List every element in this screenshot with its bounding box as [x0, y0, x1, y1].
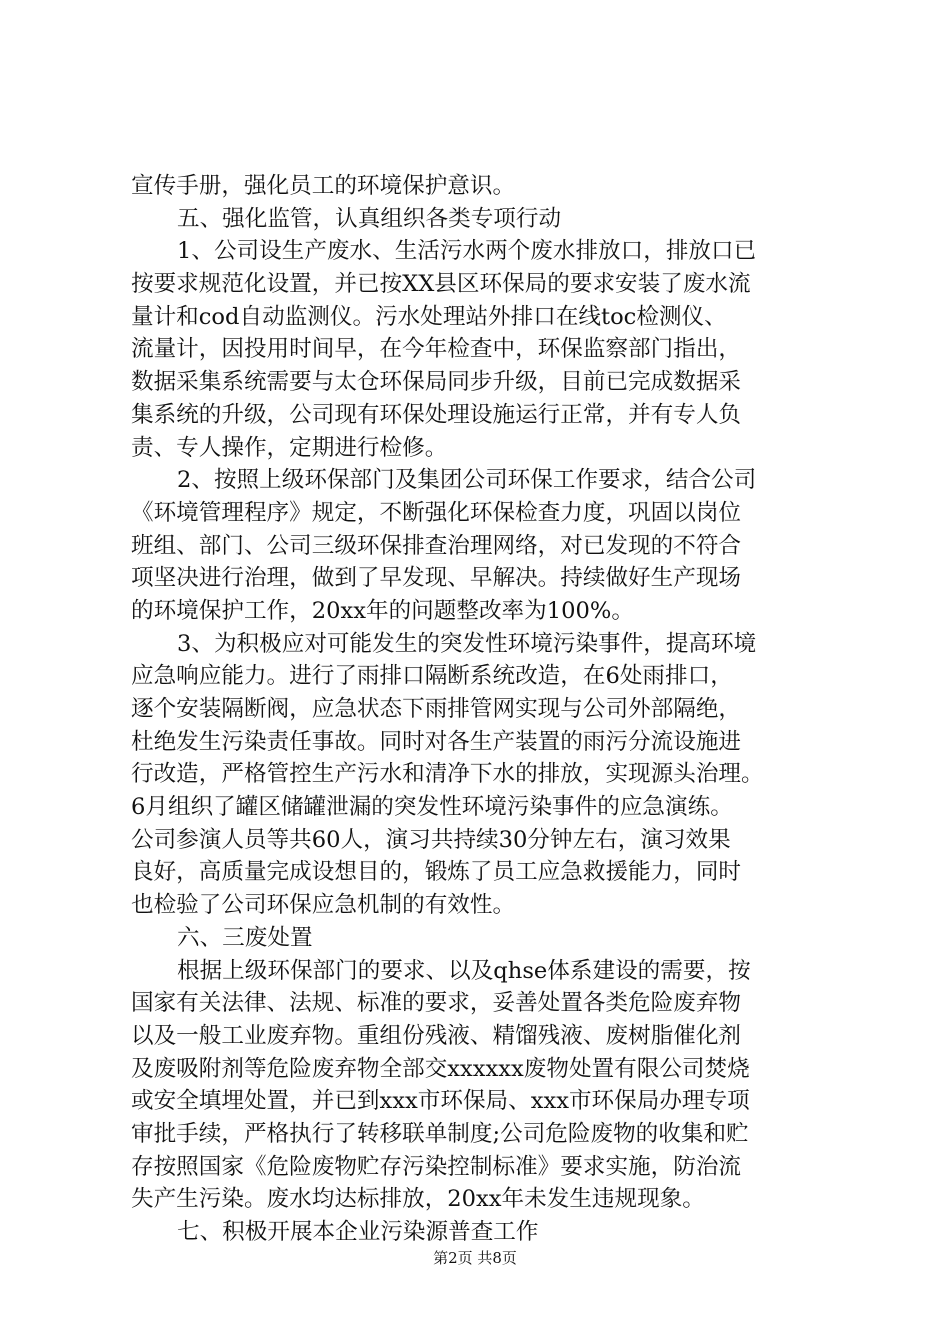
text-line: 公司参演人员等共60人，演习共持续30分钟左右，演习效果 — [131, 826, 731, 853]
text-line: 杜绝发生污染责任事故。同时对各生产装置的雨污分流设施进 — [131, 728, 742, 755]
section-heading: 七、积极开展本企业污染源普查工作 — [177, 1219, 539, 1245]
text-line: 3、为积极应对可能发生的突发性环境污染事件，提高环境 — [177, 630, 757, 657]
text-line: 审批手续，严格执行了转移联单制度;公司危险废物的收集和贮 — [131, 1120, 749, 1147]
text-line: 班组、部门、公司三级环保排查治理网络，对已发现的不符合 — [131, 532, 742, 559]
text-line: 责、专人操作，定期进行检修。 — [131, 434, 448, 461]
text-line: 应急响应能力。进行了雨排口隔断系统改造，在6处雨排口， — [131, 663, 733, 690]
text-line: 《环境管理程序》规定，不断强化环保检查力度，巩固以岗位 — [131, 499, 742, 526]
text-line: 根据上级环保部门的要求、以及qhse体系建设的需要，按 — [177, 957, 751, 984]
text-line: 流量计，因投用时间早，在今年检查中，环保监察部门指出， — [131, 336, 742, 363]
text-line: 国家有关法律、法规、标准的要求，妥善处置各类危险废弃物 — [131, 990, 742, 1017]
text-line: 行改造，严格管控生产污水和清净下水的排放，实现源头治理。 — [131, 761, 764, 788]
text-line: 或安全填埋处置，并已到xxx市环保局、xxx市环保局办理专项 — [131, 1088, 750, 1115]
page-footer — [0, 1248, 950, 1268]
text-line: 良好，高质量完成设想目的，锻炼了员工应急救援能力，同时 — [131, 859, 742, 886]
text-line: 6月组织了罐区储罐泄漏的突发性环境污染事件的应急演练。 — [131, 794, 733, 821]
text-line: 存按照国家《危险废物贮存污染控制标准》要求实施，防治流 — [131, 1153, 742, 1180]
text-line: 集系统的升级，公司现有环保处理设施运行正常，并有专人负 — [131, 401, 742, 428]
text-line: 按要求规范化设置，并已按XX县区环保局的要求安装了废水流 — [131, 271, 751, 298]
text-line: 量计和cod自动监测仪。污水处理站外排口在线toc检测仪、 — [131, 303, 727, 330]
text-line: 失产生污染。废水均达标排放，20xx年未发生违规现象。 — [131, 1186, 705, 1213]
text-line: 项坚决进行治理，做到了早发现、早解决。持续做好生产现场 — [131, 565, 742, 592]
text-line: 1、公司设生产废水、生活污水两个废水排放口，排放口已 — [177, 238, 757, 265]
text-line: 逐个安装隔断阀，应急状态下雨排管网实现与公司外部隔绝， — [131, 696, 742, 722]
text-line: 宣传手册，强化员工的环境保护意识。 — [131, 173, 516, 199]
text-line: 2、按照上级环保部门及集团公司环保工作要求，结合公司 — [177, 467, 757, 494]
section-heading: 六、三废处置 — [177, 924, 313, 951]
text-line: 也检验了公司环保应急机制的有效性。 — [131, 892, 516, 919]
document-body — [131, 170, 831, 1249]
text-line: 数据采集系统需要与太仓环保局同步升级，目前已完成数据采 — [131, 369, 742, 396]
text-line: 以及一般工业废弃物。重组份残液、精馏残液、废树脂催化剂 — [131, 1022, 742, 1049]
text-line: 及废吸附剂等危险废弃物全部交xxxxxx废物处置有限公司焚烧 — [131, 1055, 750, 1082]
section-heading: 五、强化监管，认真组织各类专项行动 — [177, 205, 562, 232]
page-number-label: 第2页 共8页 — [433, 1249, 517, 1267]
text-line: 的环境保护工作，20xx年的问题整改率为100%。 — [131, 597, 634, 624]
